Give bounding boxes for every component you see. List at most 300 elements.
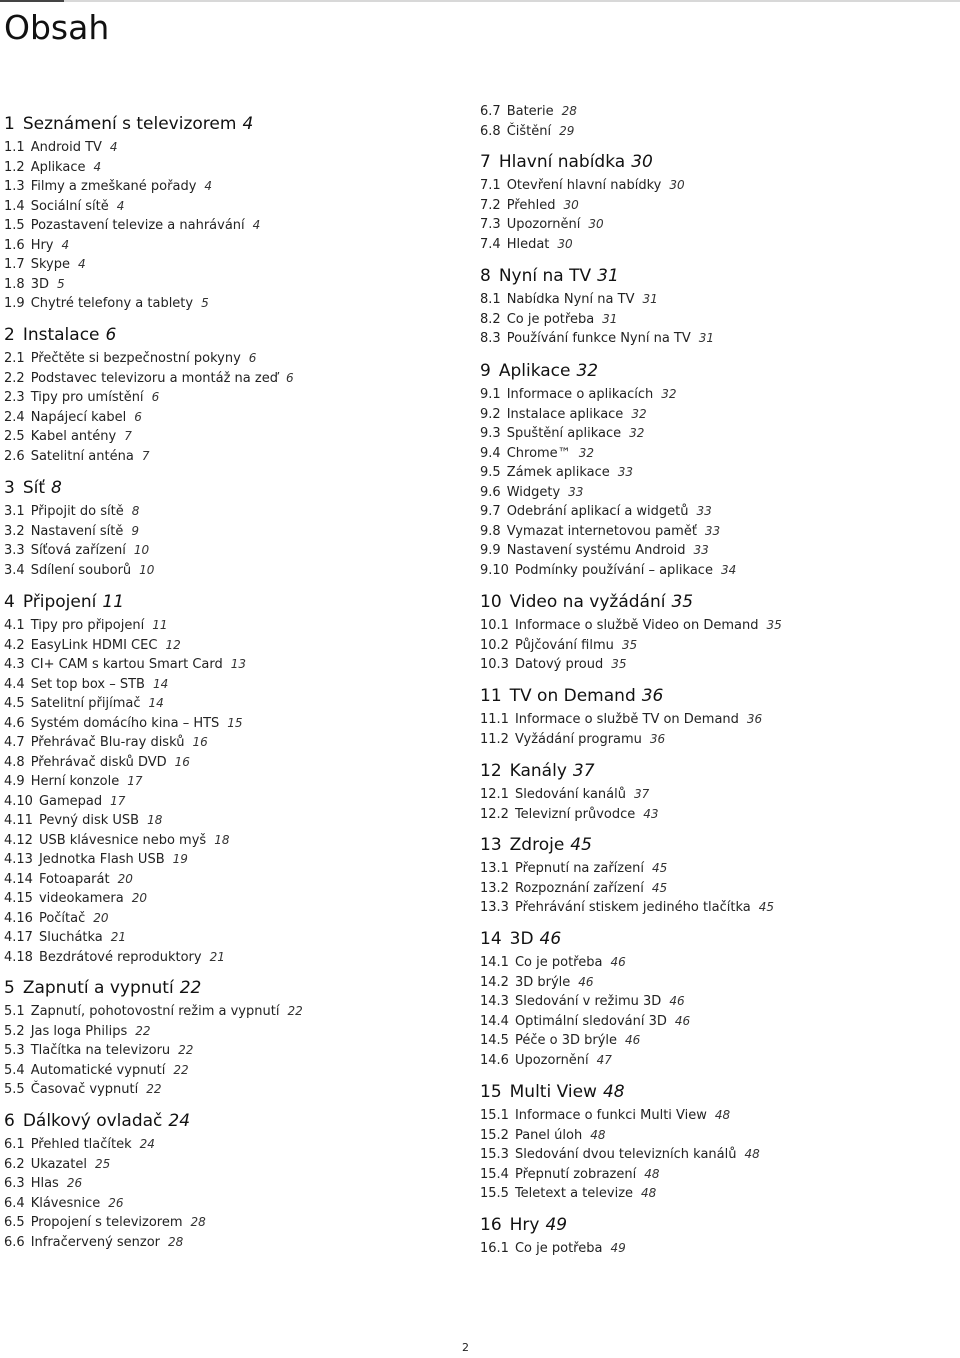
toc-subsection[interactable] [480,290,714,310]
toc-subsection[interactable] [480,730,762,750]
section-page-number: 16 [174,754,190,769]
section-number: 9.10 [480,562,509,578]
chapter-page-number: 37 [572,761,595,781]
toc-subsection[interactable] [480,1031,690,1051]
chapter-page-number: 6 [105,325,117,345]
section-page-number: 14 [152,676,169,691]
toc-subsection[interactable] [4,1213,206,1233]
chapter-page-number: 49 [545,1215,568,1235]
toc-subsection[interactable] [4,1135,206,1155]
section-page-number: 33 [693,543,709,557]
toc-subsection[interactable] [4,714,246,734]
section-page-number: 30 [563,197,579,212]
subsection-list [4,1135,206,1252]
chapter-number: 10 [480,592,502,612]
section-title: EasyLink HDMI CEC [30,637,158,653]
section-title: Sledování kanálů [514,787,626,802]
toc-subsection[interactable] [4,1155,206,1175]
section-page-number: 4 [116,198,125,213]
section-page-number: 26 [66,1176,83,1190]
chapter-page-number: 30 [631,152,653,172]
section-number: 5.2 [4,1023,25,1039]
toc-subsection[interactable] [480,405,736,425]
section-page-number: 21 [110,930,127,944]
chapter-title: Nyní na TV [498,266,592,286]
section-page-number: 22 [178,1043,194,1057]
section-page-number: 5 [56,276,65,291]
chapter-page-number: 11 [102,592,125,612]
toc-subsection[interactable] [4,427,294,447]
section-title: Sociální sítě [30,198,109,214]
toc-subsection[interactable] [4,522,154,542]
section-page-number: 30 [557,236,573,251]
section-title: Tlačítka na televizoru [30,1043,171,1058]
section-title: Přepnutí na zařízení [514,861,644,876]
section-title: Baterie [506,104,554,119]
section-title: USB klávesnice nebo myš [38,832,207,848]
section-number: 4.17 [4,930,33,945]
toc-subsection[interactable] [4,138,260,158]
section-title: Upozornění [514,1052,589,1068]
section-title: Hlas [30,1176,59,1191]
toc-subsection[interactable] [4,792,246,812]
toc-subsection[interactable] [480,561,736,581]
toc-subsection[interactable] [4,1002,303,1022]
section-title: Spuštění aplikace [506,426,622,441]
toc-subsection[interactable] [480,385,736,405]
toc-subsection[interactable] [480,992,690,1012]
toc-chapter [4,591,246,967]
subsection-list [4,349,294,466]
section-number: 1.4 [4,198,25,214]
section-page-number: 48 [641,1186,657,1200]
section-page-number: 20 [93,910,109,925]
chapter-heading[interactable] [4,591,246,613]
section-title: 3D [30,276,49,292]
section-number: 8.1 [480,292,501,307]
toc-subsection[interactable] [480,785,659,805]
toc-subsection[interactable] [4,694,246,714]
section-page-number: 5 [201,296,209,310]
chapter-heading[interactable] [480,1081,760,1103]
section-title: Připojit do sítě [30,504,124,519]
toc-subsection[interactable] [4,236,260,256]
toc-chapter [4,977,303,1100]
toc-subsection[interactable] [480,1126,760,1146]
section-number: 5.5 [4,1082,25,1097]
section-number: 15.4 [480,1166,509,1182]
section-number: 7.2 [480,197,501,213]
section-page-number: 48 [744,1147,760,1161]
toc-subsection[interactable] [4,1233,206,1253]
chapter-title: Zapnutí a vypnutí [22,978,174,998]
toc-subsection[interactable] [4,1061,303,1081]
section-page-number: 29 [559,123,575,138]
section-number: 4.16 [4,910,33,926]
chapter-heading[interactable] [480,1214,626,1236]
toc-subsection[interactable] [4,948,246,968]
section-number: 6.1 [4,1137,25,1152]
toc-subsection[interactable] [4,1194,206,1214]
toc-subsection[interactable] [480,502,736,522]
chapter-title: Zdroje [509,835,565,855]
section-title: Chrome™ [506,445,571,461]
section-number: 4.3 [4,657,25,672]
section-page-number: 45 [651,861,668,875]
toc-subsection[interactable] [480,1051,690,1071]
section-number: 14.4 [480,1013,509,1029]
section-page-number: 24 [139,1137,155,1151]
toc-subsection[interactable] [4,655,246,675]
section-page-number: 28 [168,1234,184,1249]
section-title: Televizní průvodce [514,806,636,822]
section-page-number: 10 [139,562,155,577]
section-page-number: 36 [746,712,763,726]
section-title: Pevný disk USB [38,813,140,828]
toc-subsection[interactable] [480,444,736,464]
toc-chapter [480,151,685,254]
toc-subsection[interactable] [480,463,736,483]
toc-subsection[interactable] [480,879,774,899]
section-page-number: 48 [714,1108,731,1122]
toc-subsection[interactable] [4,177,260,197]
section-title: Teletext a televize [514,1186,634,1201]
toc-subsection[interactable] [480,859,774,879]
section-number: 9.9 [480,543,501,558]
section-number: 6.8 [480,123,501,139]
section-page-number: 6 [285,370,294,385]
toc-subsection[interactable] [480,424,736,444]
chapter-page-number: 36 [641,686,664,706]
toc-subsection[interactable] [4,197,260,217]
section-number: 4.1 [4,618,25,633]
chapter-heading[interactable] [4,477,154,499]
section-title: Panel úloh [514,1127,583,1143]
toc-subsection[interactable] [4,158,260,178]
section-title: Instalace aplikace [506,406,624,422]
section-number: 1.7 [4,257,25,272]
section-page-number: 6 [151,390,160,404]
chapter-page-number: 8 [51,478,62,498]
section-number: 13.2 [480,880,509,896]
chapter-heading[interactable] [480,685,762,707]
section-number: 1.9 [4,296,25,311]
section-page-number: 37 [634,787,650,801]
section-page-number: 7 [141,448,150,463]
section-title: Jas loga Philips [30,1023,128,1039]
section-title: Widgety [506,484,561,500]
section-number: 2.6 [4,448,25,464]
toc-subsection[interactable] [480,1012,690,1032]
subsection-list [4,502,154,580]
section-page-number: 45 [758,900,775,914]
toc-subsection[interactable] [480,1239,626,1259]
section-title: Přehled tlačítek [30,1137,132,1152]
toc-subsection[interactable] [480,805,659,825]
section-number: 1.3 [4,179,25,194]
toc-subsection[interactable] [480,1145,760,1165]
section-title: Přepnutí zobrazení [514,1166,637,1182]
chapter-heading[interactable] [480,360,736,382]
section-page-number: 48 [644,1166,660,1181]
section-page-number: 11 [152,618,168,632]
toc-subsection[interactable] [480,215,685,235]
section-title: Co je potřeba [514,955,603,970]
toc-subsection[interactable] [4,1174,206,1194]
section-number: 4.12 [4,832,33,848]
chapter-title: Seznámení s televizorem [22,114,237,134]
toc-subsection[interactable] [4,408,294,428]
toc-subsection[interactable] [4,369,294,389]
chapter-number: 12 [480,761,502,781]
section-title: Počítač [38,910,86,926]
toc-subsection[interactable] [480,1184,760,1204]
chapter-heading[interactable] [480,151,685,173]
section-title: Sledování dvou televizních kanálů [514,1147,737,1162]
section-title: Informace o aplikacích [506,387,654,402]
toc-subsection[interactable] [4,294,260,314]
subsection-list [480,710,762,749]
chapter-number: 6 [4,1111,15,1131]
section-title: Čištění [506,123,552,139]
subsection-list [480,385,736,580]
section-title: Optimální sledování 3D [514,1013,667,1029]
chapter-heading[interactable] [480,265,714,287]
toc-subsection[interactable] [4,811,246,831]
section-page-number: 43 [643,806,659,821]
toc-subsection[interactable] [4,733,246,753]
toc-subsection[interactable] [4,1022,303,1042]
toc-subsection[interactable] [480,102,577,122]
subsection-list [480,859,774,918]
section-title: Zámek aplikace [506,465,610,480]
toc-chapter [4,113,260,314]
toc-subsection[interactable] [4,388,294,408]
section-page-number: 25 [94,1156,111,1171]
section-number: 4.13 [4,852,33,867]
toc-subsection[interactable] [4,870,246,890]
toc-subsection[interactable] [480,235,685,255]
subsection-list [4,138,260,314]
toc-subsection[interactable] [4,675,246,695]
toc-subsection[interactable] [4,216,260,236]
toc-subsection[interactable] [4,561,154,581]
section-number: 2.3 [4,390,25,405]
toc-subsection[interactable] [4,753,246,773]
toc-subsection[interactable] [480,329,714,349]
section-page-number: 12 [165,637,181,652]
section-page-number: 26 [108,1195,124,1210]
subsection-list [480,616,782,675]
section-page-number: 22 [146,1082,162,1096]
toc-subsection[interactable] [480,1106,760,1126]
section-title: Přehrávač disků DVD [30,754,167,770]
toc-subsection[interactable] [480,122,577,142]
toc-chapter [480,1214,626,1259]
section-number: 8.3 [480,331,501,346]
subsection-list [480,785,659,824]
toc-subsection[interactable] [4,275,260,295]
subsection-list [480,1239,626,1259]
section-title: Tipy pro připojení [30,618,145,633]
chapter-title: Instalace [22,325,100,345]
toc-subsection[interactable] [4,255,260,275]
section-title: Upozornění [506,217,581,232]
subsection-list [4,1002,303,1100]
section-number: 1.5 [4,218,25,233]
section-page-number: 35 [621,637,638,652]
toc-subsection[interactable] [4,502,154,522]
toc-subsection[interactable] [4,349,294,369]
section-page-number: 4 [252,218,261,232]
chapter-heading[interactable] [4,977,303,999]
chapter-page-number: 4 [242,114,254,134]
section-title: Satelitní anténa [30,448,134,464]
section-page-number: 17 [110,793,126,808]
section-number: 4.14 [4,871,33,887]
continued-subsections [480,102,577,141]
section-title: Podmínky používání – aplikace [514,562,713,578]
section-title: Sledování v režimu 3D [514,994,662,1009]
section-number: 3.3 [4,543,25,558]
section-title: Odebrání aplikací a widgetů [506,504,689,519]
section-title: Časovač vypnutí [30,1082,139,1097]
toc-subsection[interactable] [480,710,762,730]
section-page-number: 46 [674,1013,691,1028]
chapter-number: 14 [480,929,502,949]
chapter-heading[interactable] [480,928,690,950]
section-page-number: 33 [704,523,721,538]
section-title: Tipy pro umístění [30,390,144,405]
toc-subsection[interactable] [4,772,246,792]
toc-subsection[interactable] [4,616,246,636]
chapter-heading[interactable] [480,591,782,613]
toc-subsection[interactable] [480,898,774,918]
section-title: Péče o 3D brýle [514,1033,618,1048]
top-rule [0,0,960,2]
toc-subsection[interactable] [4,831,246,851]
section-number: 12.1 [480,787,509,802]
chapter-page-number: 35 [671,592,694,612]
toc-subsection[interactable] [480,953,690,973]
section-page-number: 32 [578,445,594,460]
section-number: 3.4 [4,562,25,578]
section-number: 8.2 [480,311,501,327]
toc-subsection[interactable] [480,616,782,636]
section-title: Herní konzole [30,774,120,789]
toc-chapter [4,324,294,466]
section-title: Přečtěte si bezpečnostní pokyny [30,351,241,366]
toc-subsection[interactable] [480,310,714,330]
section-page-number: 20 [117,871,133,886]
toc-subsection[interactable] [4,447,294,467]
toc-chapter [4,1110,206,1252]
toc-subsection[interactable] [480,541,736,561]
chapter-number: 2 [4,325,15,345]
section-number: 4.8 [4,754,25,770]
section-number: 14.2 [480,974,509,990]
toc-subsection[interactable] [480,655,782,675]
section-number: 7.1 [480,178,501,193]
section-number: 5.1 [4,1004,25,1019]
section-title: Bezdrátové reproduktory [38,949,202,965]
section-number: 1.8 [4,276,25,292]
subsection-list [4,616,246,967]
chapter-page-number: 24 [168,1111,191,1131]
section-number: 11.1 [480,712,509,727]
toc-subsection[interactable] [480,522,736,542]
toc-chapter [480,685,762,749]
section-page-number: 18 [214,832,230,847]
chapter-number: 9 [480,361,491,381]
chapter-heading[interactable] [4,1110,206,1132]
section-page-number: 17 [127,774,143,788]
section-page-number: 45 [651,880,668,895]
section-title: Ukazatel [30,1156,87,1172]
toc-subsection[interactable] [4,889,246,909]
toc-subsection[interactable] [4,541,154,561]
toc-chapter [480,760,659,824]
section-page-number: 28 [561,104,577,118]
toc-subsection[interactable] [480,1165,760,1185]
chapter-title: Hry [509,1215,540,1235]
section-page-number: 6 [248,351,257,365]
toc-subsection[interactable] [4,1041,303,1061]
toc-subsection[interactable] [4,909,246,929]
section-number: 6.5 [4,1215,25,1230]
section-page-number: 20 [131,891,147,905]
chapter-heading[interactable] [480,834,774,856]
toc-subsection[interactable] [4,636,246,656]
chapter-title: Hlavní nabídka [498,152,626,172]
section-page-number: 31 [602,311,618,326]
chapter-page-number: 46 [539,929,562,949]
toc-subsection[interactable] [480,176,685,196]
section-number: 3.1 [4,504,25,519]
toc-chapter [480,928,690,1070]
toc-subsection[interactable] [4,850,246,870]
chapter-heading[interactable] [480,760,659,782]
section-number: 10.1 [480,618,509,633]
toc-subsection[interactable] [4,1080,303,1100]
chapter-number: 8 [480,266,491,286]
section-page-number: 35 [611,657,627,671]
section-page-number: 31 [642,292,658,306]
chapter-title: Multi View [509,1082,597,1102]
section-title: Skype [30,257,70,272]
toc-subsection[interactable] [4,928,246,948]
section-number: 13.3 [480,900,509,915]
toc-subsection[interactable] [480,196,685,216]
section-title: Infračervený senzor [30,1234,161,1250]
toc-subsection[interactable] [480,636,782,656]
section-number: 9.1 [480,387,501,402]
toc-subsection[interactable] [480,973,690,993]
section-title: Kabel antény [30,429,117,444]
section-number: 5.3 [4,1043,25,1058]
section-page-number: 8 [131,504,140,518]
toc-subsection[interactable] [480,483,736,503]
chapter-title: Video na vyžádání [509,592,666,612]
section-page-number: 35 [766,618,782,632]
page-title: Obsah [4,8,110,47]
chapter-heading[interactable] [4,324,294,346]
section-page-number: 46 [610,955,626,969]
chapter-heading[interactable] [4,113,260,135]
section-number: 15.3 [480,1147,509,1162]
section-title: Síťová zařízení [30,543,126,558]
section-number: 7.4 [480,236,501,252]
